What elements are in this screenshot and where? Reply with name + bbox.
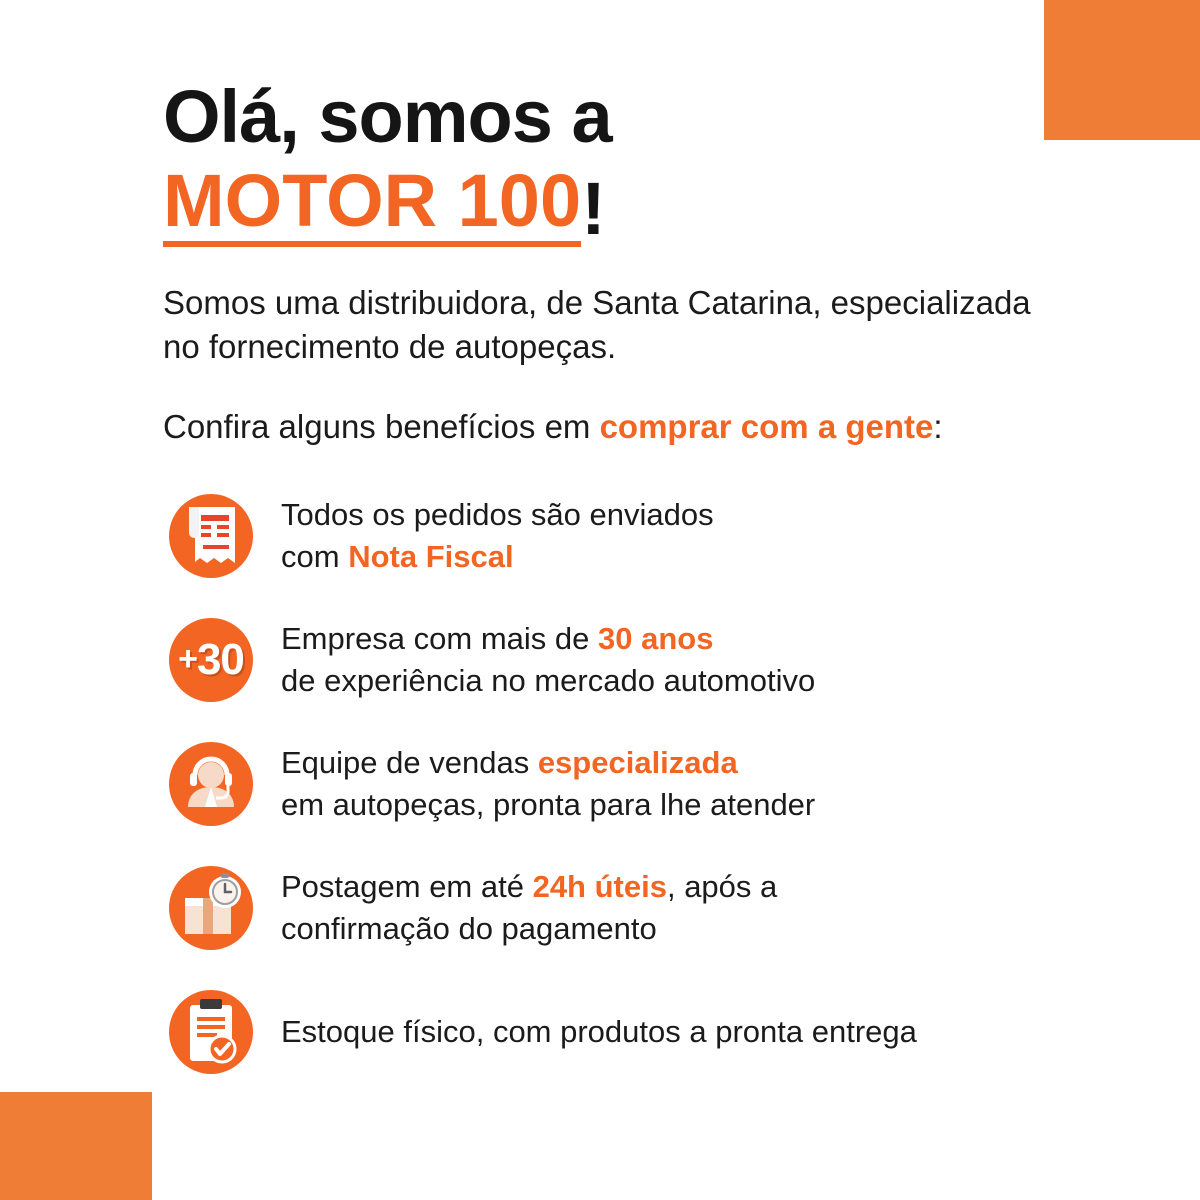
box-stopwatch-icon [163, 860, 259, 956]
benefit-3-highlight: especializada [537, 745, 738, 781]
page-title-line2 [163, 158, 1163, 250]
benefit-4-highlight: 24h úteis [532, 869, 667, 905]
receipt-icon-glyph [181, 501, 241, 571]
benefits-intro [163, 408, 1163, 446]
benefit-2-highlight: 30 anos [598, 621, 714, 657]
benefit-1-highlight: Nota Fiscal [348, 539, 514, 575]
benefit-2-line2: de experiência no mercado automotivo [281, 663, 816, 699]
receipt-icon [163, 488, 259, 584]
benefits-list [163, 488, 1163, 1080]
list-item-text [281, 866, 777, 950]
list-item-text [281, 742, 815, 826]
badge-30-label [178, 635, 244, 685]
headset-agent-icon [163, 736, 259, 832]
benefit-3-line1-prefix: Equipe de vendas [281, 745, 538, 781]
benefit-3-line2: em autopeças, pronta para lhe atender [281, 787, 816, 823]
benefit-1-line1: Todos os pedidos são enviados [281, 497, 714, 533]
list-item-text [281, 1011, 917, 1053]
clipboard-check-icon-glyph [180, 995, 242, 1069]
benefit-4-line2: confirmação do pagamento [281, 911, 657, 947]
benefits-intro-highlight: comprar com a gente [599, 408, 934, 446]
benefit-2-line1-prefix: Empresa com mais de [281, 621, 598, 657]
benefit-1-line2-prefix: com [281, 539, 349, 575]
page-title-line1: Olá, somos a [163, 75, 612, 158]
plus-30-badge-icon [163, 612, 259, 708]
decorative-block-bottom-left [0, 1092, 152, 1200]
list-item [163, 612, 1163, 708]
list-item-text [281, 494, 714, 578]
badge-plus: + [178, 640, 197, 679]
benefits-intro-suffix: : [933, 408, 943, 446]
list-item [163, 736, 1163, 832]
badge-number: 30 [196, 635, 244, 685]
benefit-5-line1: Estoque físico, com produtos a pronta entrega [281, 1014, 917, 1050]
box-stopwatch-icon-glyph [173, 870, 249, 946]
benefit-4-line1-suffix: , após a [666, 869, 778, 905]
brand-exclamation: ! [581, 166, 606, 250]
list-item-text [281, 618, 815, 702]
list-item [163, 984, 1163, 1080]
intro-paragraph: Somos uma distribuidora, de Santa Catarina, especializada no fornecimento de autopeças. [163, 284, 1031, 365]
benefits-intro-prefix: Confira alguns benefícios em [163, 408, 600, 446]
list-item [163, 860, 1163, 956]
benefit-4-line1-prefix: Postagem em até [281, 869, 533, 905]
headset-agent-icon-glyph [176, 749, 246, 819]
page-content [163, 75, 1163, 1080]
list-item [163, 488, 1163, 584]
clipboard-check-icon [163, 984, 259, 1080]
brand-name: MOTOR 100 [163, 162, 581, 248]
